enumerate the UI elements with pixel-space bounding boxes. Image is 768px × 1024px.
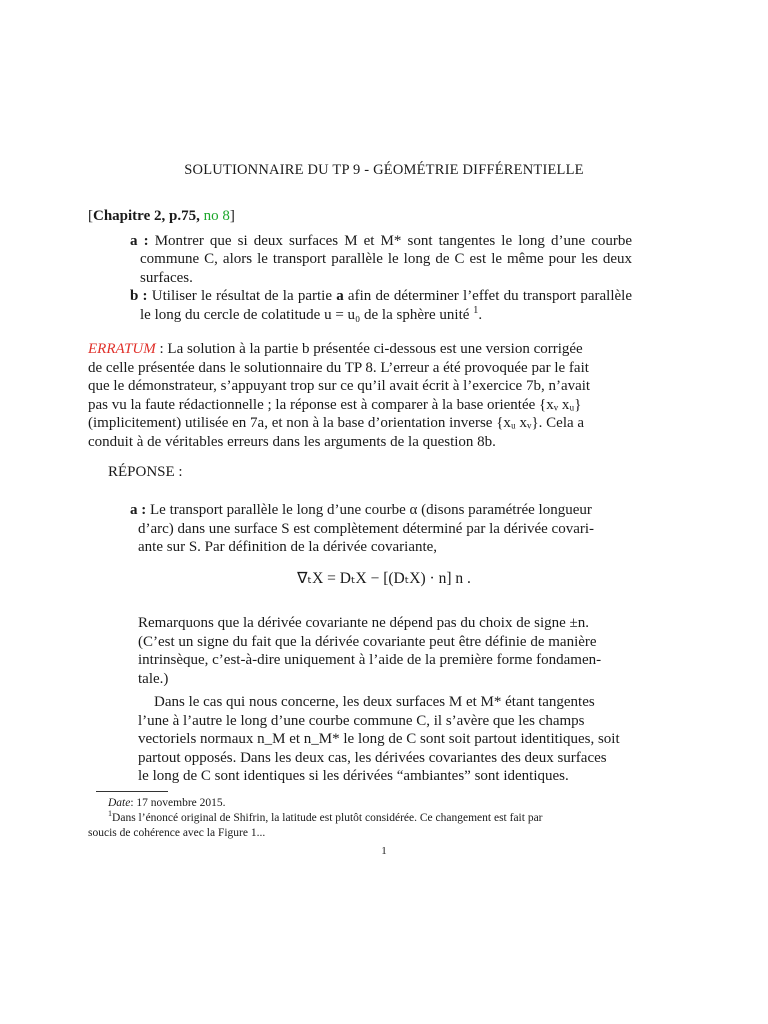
remark-line-2: (C’est un signe du fait que la dérivée covariante peut être définie de manière xyxy=(138,633,597,650)
question-b-bold: a xyxy=(336,288,344,305)
date-value: : 17 novembre 2015. xyxy=(130,797,226,809)
footnote-1-text: Dans l’énoncé original de Shifrin, la latitude est plutôt considérée. Ce changement est fait par xyxy=(112,812,543,824)
problem-link[interactable]: no 8 xyxy=(203,208,230,224)
answer-a-label: a : xyxy=(130,502,147,518)
answer-a-text-1: Le transport parallèle le long d’une courbe α (disons paramétrée longueur xyxy=(150,502,592,518)
question-a-label: a : xyxy=(130,232,149,249)
remark-line-1: Remarquons que la dérivée covariante ne dépend pas du choix de signe ±n. xyxy=(138,615,589,631)
remark-line-3: intrinsèque, c’est-à-dire uniquement à l’aide de la première forme fondamen- xyxy=(138,652,602,669)
erratum-line-3: que le démonstrateur, s’appuyant trop sur ce qu’il avait écrit à l’exercice 7b, n’avait xyxy=(88,378,591,395)
question-a-text: Montrer que si deux surfaces M et M* sont tangentes le long d’une courbe commune C, alors le transport parallèle le long de C est le même pour les deux surfaces. xyxy=(140,232,633,286)
footnote-1-mark: 1 xyxy=(108,809,113,819)
para-line-1: Dans le cas qui nous concerne, les deux surfaces M et M* étant tangentes xyxy=(154,694,595,710)
bracket-close: ] xyxy=(229,208,235,224)
para-line-2: l’une à l’autre le long d’une courbe commune C, il s’avère que les champs xyxy=(138,712,585,729)
tangent-paragraph xyxy=(138,693,632,786)
question-a xyxy=(88,232,632,288)
answer-a-line-3: ante sur S. Par définition de la dérivée covariante, xyxy=(138,539,438,556)
exercise-reference xyxy=(88,207,632,325)
answer-a xyxy=(130,501,632,557)
reference-line xyxy=(88,207,632,226)
erratum-paragraph xyxy=(88,340,632,452)
erratum-line-6: conduit à de véritables erreurs dans les arguments de la question 8b. xyxy=(88,433,496,450)
question-b-end: . xyxy=(478,306,483,323)
footnote-1-line-1 xyxy=(88,811,632,826)
covariant-derivative-equation: ∇ₜX = DₜX − [(DₜX) · n] n . xyxy=(297,570,471,587)
para-line-4: partout opposés. Dans les deux cas, les dérivées covariantes des deux surfaces xyxy=(138,749,607,766)
footnote-1-line-2: soucis de cohérence avec la Figure 1... xyxy=(88,827,266,839)
answer-a-line-1 xyxy=(130,501,632,520)
erratum-line-4: pas vu la faute rédactionnelle ; la réponse est à comparer à la base orientée {xᵥ xᵤ} xyxy=(88,396,582,413)
answer-heading: RÉPONSE : xyxy=(108,464,183,480)
erratum-line-2: de celle présentée dans le solutionnaire du TP 8. L’erreur a été provoquée par le fait xyxy=(88,359,589,376)
footnote-rule xyxy=(96,791,168,792)
bracket-open: [ xyxy=(88,208,93,224)
question-b-text-2: afin de déterminer l’effet du transport parallèle le long du cercle de colatitude u = u₀ de la sphère unité xyxy=(140,288,632,323)
para-line-3: vectoriels normaux n_M et n_M* le long de C sont soit partout identitiques, soit xyxy=(138,731,620,748)
date-footnote xyxy=(88,796,632,811)
question-b xyxy=(88,287,632,324)
question-b-label: b : xyxy=(130,288,148,305)
page-title: SOLUTIONNAIRE DU TP 9 - GÉOMÉTRIE DIFFÉRENTIELLE xyxy=(184,162,584,178)
erratum-line-5: (implicitement) utilisée en 7a, et non à la base d’orientation inverse {xᵤ xᵥ}. Cela a xyxy=(88,415,585,432)
para-line-5: le long de C sont identiques si les dérivées “ambiantes” sont identiques. xyxy=(138,768,569,785)
remark-paragraph xyxy=(138,614,632,688)
chapter-ref: Chapitre 2, p.75, xyxy=(93,208,200,224)
footnote-mark[interactable]: 1 xyxy=(473,304,479,316)
erratum-label: ERRATUM xyxy=(88,341,156,357)
erratum-text-1: : La solution à la partie b présentée ci-dessous est une version corrigée xyxy=(159,341,583,357)
remark-line-4: tale.) xyxy=(138,670,169,687)
date-label: Date xyxy=(108,797,131,809)
question-b-text-1: Utiliser le résultat de la partie xyxy=(151,288,332,305)
answer-a-line-2: d’arc) dans une surface S est complètement déterminé par la dérivée covari- xyxy=(138,520,595,537)
footnotes xyxy=(88,796,632,841)
page-number: 1 xyxy=(381,845,387,857)
erratum-line-1 xyxy=(88,340,632,359)
